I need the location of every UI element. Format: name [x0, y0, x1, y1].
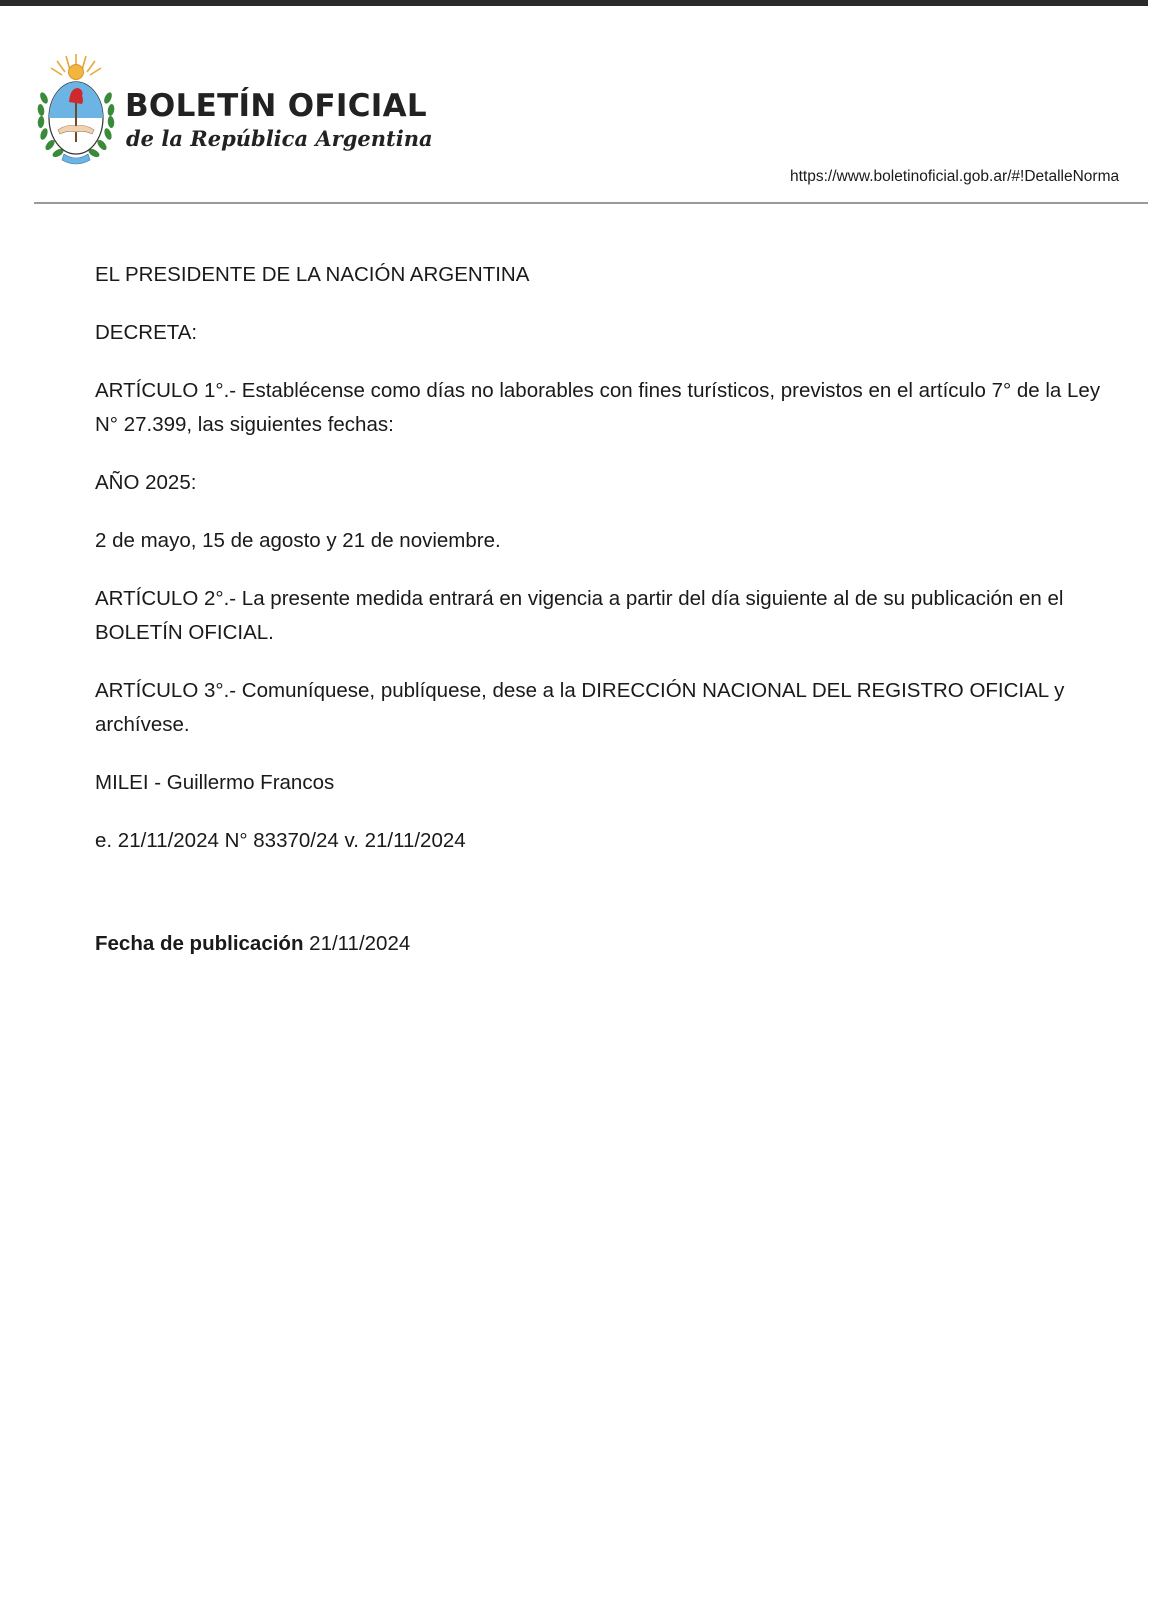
page-header — [0, 0, 1168, 210]
decree-heading: EL PRESIDENTE DE LA NACIÓN ARGENTINA — [95, 263, 530, 286]
article-2-line-2: BOLETÍN OFICIAL. — [95, 621, 274, 644]
article-2 — [95, 582, 1148, 650]
article-1-line-2: N° 27.399, las siguientes fechas: — [95, 413, 394, 436]
article-3-line-2: archívese. — [95, 713, 190, 736]
year-label: AÑO 2025: — [95, 471, 197, 494]
holiday-dates: 2 de mayo, 15 de agosto y 21 de noviembre. — [95, 529, 501, 552]
article-3 — [95, 674, 1148, 742]
source-url[interactable]: https://www.boletinoficial.gob.ar/#!DetalleNorma — [790, 168, 1120, 185]
brand-subtitle: de la República Argentina — [126, 126, 433, 151]
header-divider — [34, 202, 1148, 204]
edition-info: e. 21/11/2024 N° 83370/24 v. 21/11/2024 — [95, 829, 466, 852]
article-3-line-1: ARTÍCULO 3°.- Comuníquese, publíquese, dese a la DIRECCIÓN NACIONAL DEL REGISTRO OFICIAL y — [95, 679, 1065, 702]
publication-date — [95, 927, 410, 961]
brand-title: BOLETÍN OFICIAL — [125, 88, 427, 124]
publication-date-label: Fecha de publicación — [95, 932, 304, 955]
article-2-line-1: ARTÍCULO 2°.- La presente medida entrará en vigencia a partir del día siguiente al de su publicación en el — [95, 587, 1064, 610]
article-1 — [95, 374, 1148, 442]
signatures: MILEI - Guillermo Francos — [95, 771, 335, 794]
article-1-line-1: ARTÍCULO 1°.- Establécense como días no laborables con fines turísticos, previstos en el artículo 7° de la Ley — [95, 379, 1101, 402]
coat-of-arms-icon — [36, 50, 116, 172]
decreta-label: DECRETA: — [95, 321, 198, 344]
publication-date-value: 21/11/2024 — [309, 932, 411, 955]
decree-body — [95, 258, 1148, 882]
